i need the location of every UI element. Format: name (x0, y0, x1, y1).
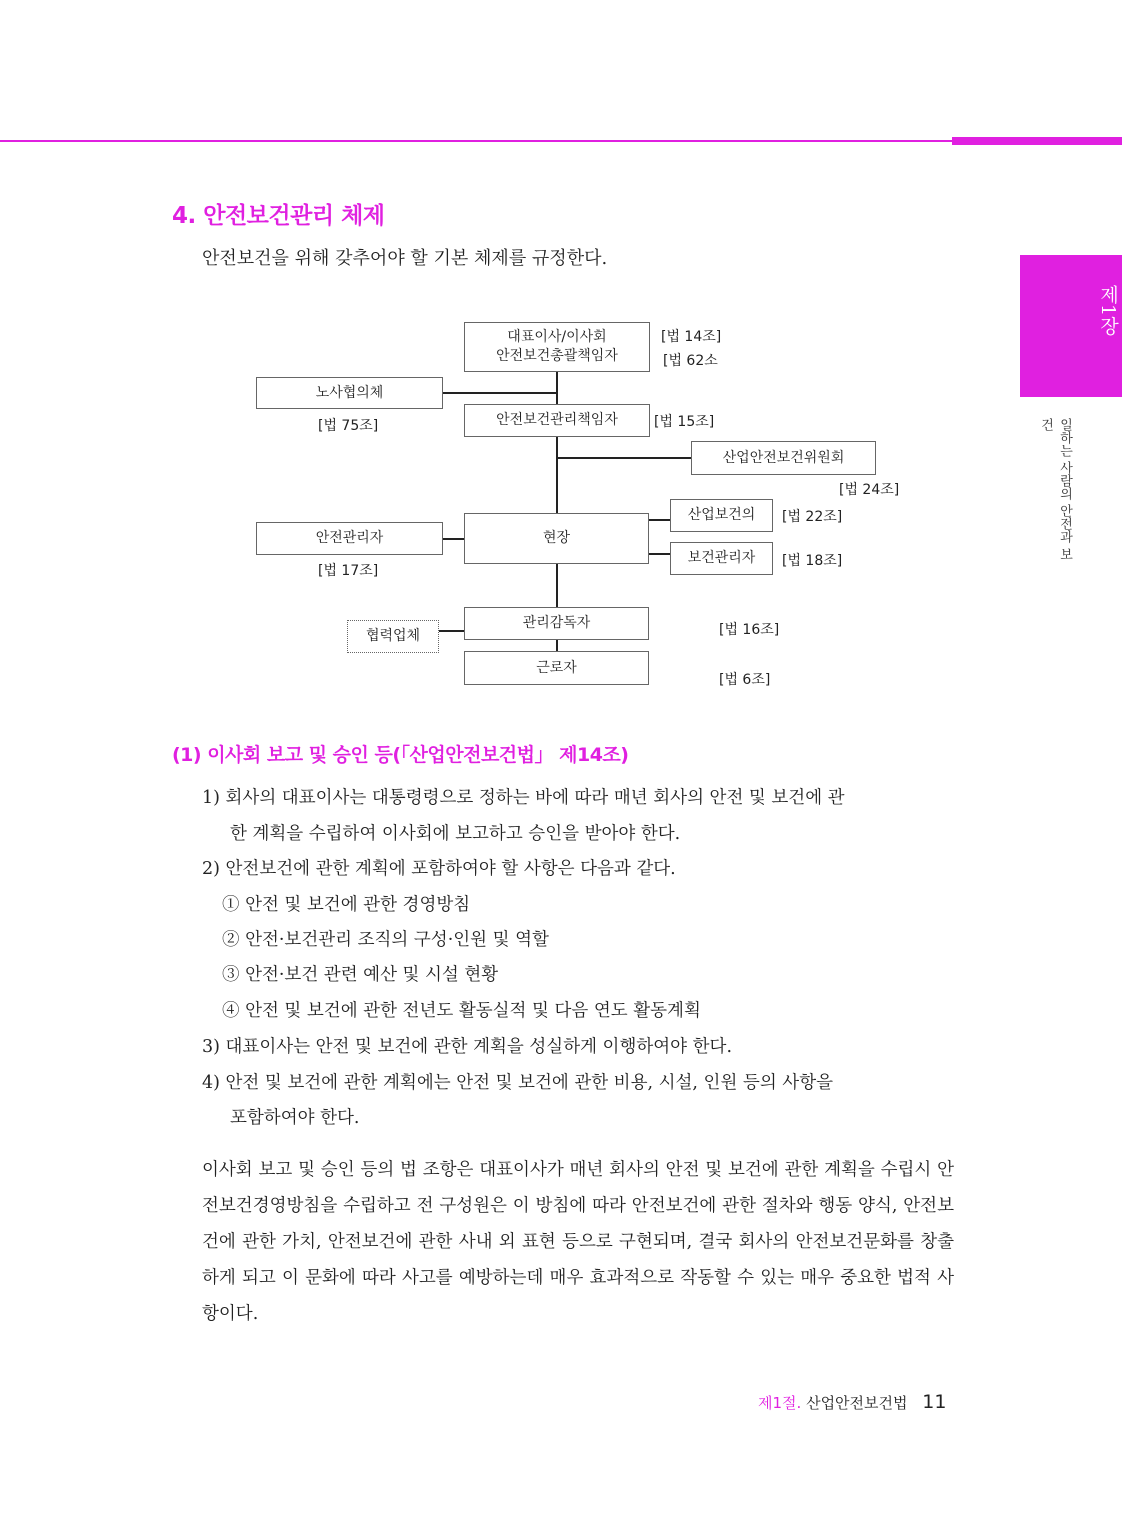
side-title: 일하는 사람의 안전과 보건 (1038, 418, 1072, 561)
connector-line (556, 437, 558, 514)
ref-labor-council: [법 75조] (318, 418, 379, 434)
list-item: 4) 안전 및 보건에 관한 계획에는 안전 및 보건에 관한 비용, 시설, 인원 등의 사항을 (202, 1073, 834, 1093)
box-labor-council: 노사협의체 (256, 377, 443, 409)
section-title: 4. 안전보건관리 체제 (172, 203, 385, 229)
header-rule-accent (952, 137, 1122, 145)
connector-line (556, 457, 692, 459)
box-supervisor: 관리감독자 (464, 607, 649, 640)
chapter-tab-label: 제1장 (1097, 285, 1119, 336)
list-item: 포함하여야 한다. (230, 1108, 360, 1128)
box-health-officer: 보건관리자 (670, 542, 773, 575)
box-safety-manager-head: 안전보건관리책임자 (464, 404, 650, 437)
chapter-tab (1020, 255, 1122, 397)
list-item: 한 계획을 수립하여 이사회에 보고하고 승인을 받아야 한다. (230, 824, 681, 844)
ref-ceo-1: [법 14조] (661, 329, 722, 345)
box-safety-officer: 안전관리자 (256, 522, 443, 555)
list-item: 1) 회사의 대표이사는 대통령령으로 정하는 바에 따라 매년 회사의 안전 및 보건에 관 (202, 788, 845, 808)
list-item: ② 안전·보건관리 조직의 구성·인원 및 역할 (222, 930, 549, 950)
ref-supervisor: [법 16조] (719, 622, 780, 638)
page-number: 11 (922, 1391, 947, 1413)
ref-committee: [법 24조] (839, 482, 900, 498)
list-item: ④ 안전 및 보건에 관한 전년도 활동실적 및 다음 연도 활동계획 (222, 1001, 701, 1021)
list-item: 3) 대표이사는 안전 및 보건에 관한 계획을 성실하게 이행하여야 한다. (202, 1037, 733, 1057)
section-intro: 안전보건을 위해 갖추어야 할 기본 체제를 규정한다. (202, 248, 608, 269)
connector-line (648, 519, 671, 521)
list-item: 2) 안전보건에 관한 계획에 포함하여야 할 사항은 다음과 같다. (202, 859, 676, 879)
subsection-title: (1) 이사회 보고 및 승인 등(「산업안전보건법」 제14조) (172, 744, 629, 766)
page-footer (758, 1391, 946, 1413)
connector-line (648, 553, 671, 555)
header-rule (0, 140, 952, 142)
connector-line (442, 392, 556, 394)
ref-safety-manager-head: [법 15조] (654, 414, 715, 430)
ref-ind-health-doctor: [법 22조] (782, 509, 843, 525)
ref-worker: [법 6조] (719, 672, 771, 688)
connector-line (556, 371, 558, 405)
box-ind-health-doctor: 산업보건의 (670, 499, 773, 532)
ref-safety-officer: [법 17조] (318, 563, 379, 579)
connector-line (439, 630, 465, 632)
summary-paragraph: 이사회 보고 및 승인 등의 법 조항은 대표이사가 매년 회사의 안전 및 보건에 관한 계획을 수립시 안전보건경영방침을 수립하고 전 구성원은 이 방침에 따라 안전보건에 관한 절차와 행동 양식, 안전보건에 관한 가치, 안전보건에 관한 사내 외 표현 등으로 구현되며, 결국 회사의 안전보건문화를 창출하게 되고 이 문화에 따라 사고를 예방하는데 매우 효과적으로 작동할 수 있는 매우 중요한 법적 사항이다. (202, 1160, 954, 1324)
box-committee: 산업안전보건위원회 (691, 441, 876, 475)
box-worker: 근로자 (464, 651, 649, 685)
list-item: ① 안전 및 보건에 관한 경영방침 (222, 895, 471, 915)
ref-health-officer: [법 18조] (782, 553, 843, 569)
list-item: ③ 안전·보건 관련 예산 및 시설 현황 (222, 965, 499, 985)
footer-section-name: 산업안전보건법 (806, 1394, 908, 1412)
box-ceo: 대표이사/이사회 안전보건총괄책임자 (464, 322, 650, 372)
box-partner: 협력업체 (347, 620, 439, 653)
box-site: 현장 (464, 513, 649, 564)
connector-line (556, 564, 558, 608)
connector-line (443, 538, 465, 540)
ref-ceo-2: [법 62소 (663, 353, 718, 369)
footer-section-number: 제1절. (758, 1394, 802, 1412)
